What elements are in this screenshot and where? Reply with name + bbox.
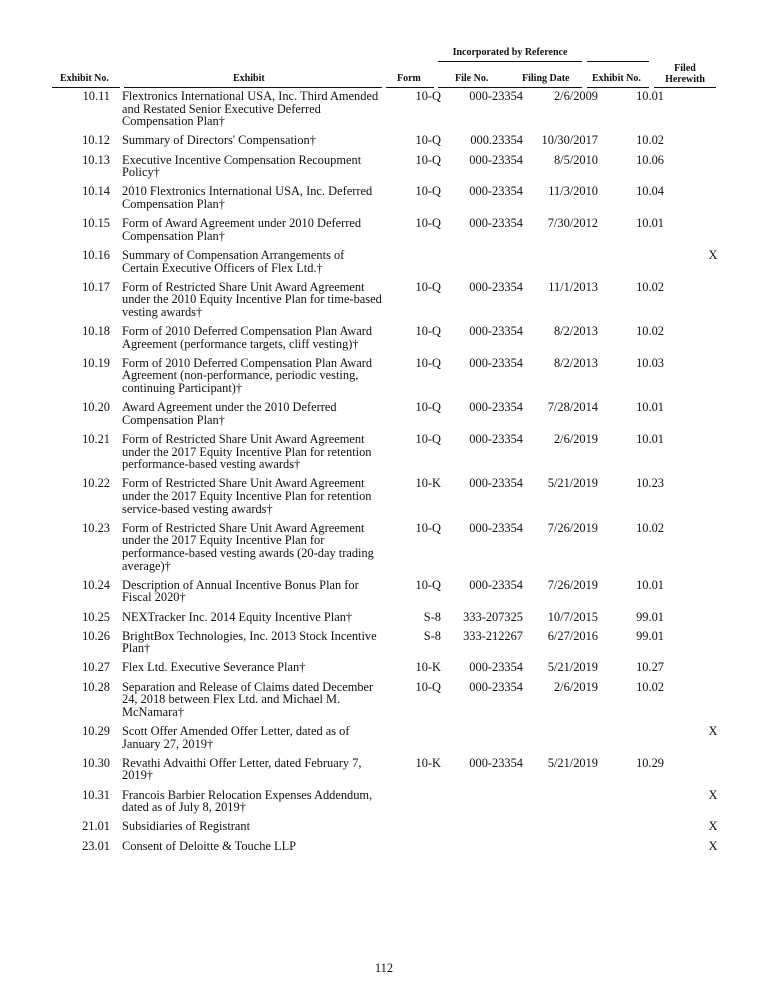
col-header-filed-line2: Herewith (665, 74, 705, 85)
exhibit-ref-number: 10.02 (636, 679, 664, 694)
exhibit-form: 10-Q (415, 279, 441, 294)
col-header-filing-date: Filing Date (522, 73, 570, 84)
exhibit-ref-number: 10.01 (636, 216, 664, 231)
exhibits-table (52, 90, 738, 859)
exhibit-file-no: 000-23354 (469, 279, 523, 294)
exhibit-number: 10.31 (82, 787, 110, 802)
exhibit-filing-date: 2/6/2019 (553, 432, 598, 446)
exhibit-filing-date: 5/21/2019 (547, 660, 598, 675)
header-rule-exhibit-no-ref (587, 87, 649, 88)
exhibit-filed-herewith (674, 217, 738, 249)
exhibit-description: Form of Restricted Share Unit Award Agreement under the 2017 Equity Incentive Plan for retention performance-based vesting awards† (122, 432, 372, 472)
exhibit-filed-herewith (674, 611, 738, 630)
table-row (52, 820, 738, 839)
exhibit-file-no: 000-23354 (469, 216, 523, 231)
exhibit-form (382, 820, 445, 839)
exhibit-ref-number: 10.03 (636, 355, 664, 370)
exhibit-number: 21.01 (82, 819, 110, 834)
exhibit-description: Summary of Directors' Compensation† (122, 133, 316, 148)
exhibit-form: 10-Q (415, 133, 441, 148)
col-header-filed (664, 63, 706, 85)
table-row (52, 217, 738, 249)
incorporated-by-reference-header: Incorporated by Reference (452, 47, 568, 58)
table-row (52, 325, 738, 357)
exhibit-filing-date (523, 725, 600, 757)
exhibit-filing-date (523, 249, 600, 281)
exhibit-file-no: 000-23354 (469, 577, 523, 592)
table-row (52, 185, 738, 217)
exhibit-filing-date: 7/26/2019 (547, 520, 598, 535)
exhibit-filed-herewith (674, 477, 738, 521)
exhibit-form: 10-Q (415, 432, 441, 446)
exhibit-description: Award Agreement under the 2010 Deferred Compensation Plan† (122, 400, 337, 427)
table-row (52, 630, 738, 662)
exhibit-ref-number: 10.01 (636, 400, 664, 415)
exhibit-filing-date: 11/3/2010 (548, 184, 598, 199)
incorporated-rule (438, 61, 582, 62)
exhibit-description: Summary of Compensation Arrangements of Certain Executive Officers of Flex Ltd.† (122, 247, 345, 275)
exhibit-description: Subsidiaries of Registrant (122, 819, 251, 834)
exhibit-file-no: 000-23354 (469, 152, 523, 167)
exhibit-ref-number: 99.01 (636, 628, 664, 643)
exhibit-ref-number: 10.02 (636, 279, 664, 294)
exhibit-ref-number: 10.23 (636, 476, 664, 491)
col-header-exhibit-no: Exhibit No. (60, 73, 109, 84)
table-row (52, 579, 738, 611)
exhibit-filed-herewith: X (708, 838, 718, 853)
exhibit-filing-date: 5/21/2019 (547, 476, 598, 491)
exhibit-file-no: 000-23354 (469, 679, 523, 694)
exhibit-file-no (445, 725, 523, 757)
exhibit-filed-herewith (674, 134, 738, 153)
exhibit-filed-herewith (674, 630, 738, 662)
exhibit-filed-herewith (674, 185, 738, 217)
exhibit-number: 10.27 (82, 660, 110, 675)
table-row (52, 611, 738, 630)
exhibit-file-no (445, 840, 523, 859)
exhibit-filed-herewith (674, 401, 738, 433)
exhibit-form: 10-Q (415, 355, 441, 370)
exhibit-filing-date: 6/27/2016 (547, 628, 598, 643)
exhibit-ref-number: 10.06 (636, 152, 664, 167)
exhibit-filed-herewith (674, 661, 738, 680)
exhibit-number: 10.11 (82, 89, 110, 103)
exhibit-description: Separation and Release of Claims dated December 24, 2018 between Flex Ltd. and Michael M. McNamara† (122, 679, 374, 719)
exhibit-filing-date: 7/30/2012 (547, 216, 598, 231)
exhibit-form: 10-Q (415, 400, 441, 415)
exhibit-form: 10-Q (415, 679, 441, 694)
exhibit-filed-herewith: X (708, 247, 718, 262)
exhibit-ref-number: 10.29 (636, 755, 664, 770)
exhibit-file-no: 000-23354 (469, 89, 523, 103)
exhibit-filing-date: 5/21/2019 (547, 755, 598, 770)
exhibit-number: 10.23 (82, 520, 110, 535)
exhibit-filing-date (523, 820, 600, 839)
exhibit-file-no: 000-23354 (469, 520, 523, 535)
table-row (52, 757, 738, 789)
exhibit-number: 10.29 (82, 724, 110, 739)
exhibit-form (382, 789, 445, 821)
exhibit-filed-herewith (674, 433, 738, 477)
exhibit-filing-date: 2/6/2019 (553, 679, 598, 694)
exhibit-filed-herewith (674, 90, 738, 134)
exhibit-description: NEXTracker Inc. 2014 Equity Incentive Plan† (122, 609, 353, 624)
header-rule-filed (654, 87, 716, 88)
exhibit-number: 10.28 (82, 679, 110, 694)
exhibit-description: 2010 Flextronics International USA, Inc. Deferred Compensation Plan† (122, 184, 373, 211)
exhibit-filed-herewith: X (708, 787, 718, 802)
exhibit-number: 10.18 (82, 324, 110, 339)
exhibit-filed-herewith: X (708, 724, 718, 739)
exhibit-filed-herewith (674, 681, 738, 725)
exhibit-number: 10.24 (82, 577, 110, 592)
exhibit-number: 23.01 (82, 838, 110, 853)
exhibit-filed-herewith: X (708, 819, 718, 834)
incorporated-rule-right (587, 61, 649, 62)
exhibit-description: Scott Offer Amended Offer Letter, dated as of January 27, 2019† (122, 724, 350, 751)
exhibit-description: Description of Annual Incentive Bonus Plan for Fiscal 2020† (122, 577, 359, 605)
exhibit-filed-herewith (674, 325, 738, 357)
exhibit-file-no: 000-23354 (469, 400, 523, 415)
exhibit-description: Flextronics International USA, Inc. Third Amended and Restated Senior Executive Deferred Compensation Plan† (122, 89, 379, 129)
table-row (52, 357, 738, 401)
exhibit-description: Form of 2010 Deferred Compensation Plan Award Agreement (performance targets, cliff vesting)† (122, 324, 373, 351)
exhibit-ref-number (600, 820, 674, 839)
exhibit-file-no: 000-23354 (469, 476, 523, 491)
table-row (52, 725, 738, 757)
exhibit-form: 10-Q (415, 324, 441, 339)
exhibit-ref-number: 10.04 (636, 184, 664, 199)
table-row (52, 154, 738, 186)
table-row (52, 681, 738, 725)
col-header-file-no: File No. (455, 73, 489, 84)
exhibit-description: Revathi Advaithi Offer Letter, dated February 7, 2019† (122, 755, 362, 783)
exhibit-number: 10.25 (82, 609, 110, 624)
exhibit-filing-date: 8/5/2010 (553, 152, 598, 167)
page-number: 112 (374, 961, 394, 975)
exhibit-form: 10-Q (415, 520, 441, 535)
exhibit-form: 10-K (415, 660, 441, 675)
exhibit-file-no: 000-23354 (469, 755, 523, 770)
exhibit-description: Form of Restricted Share Unit Award Agreement under the 2017 Equity Incentive Plan for performance-based vesting awards (20-day trading average)† (122, 520, 374, 573)
exhibit-description: Form of Restricted Share Unit Award Agreement under the 2010 Equity Incentive Plan for time-based vesting awards† (122, 279, 382, 319)
exhibit-number: 10.14 (82, 184, 110, 199)
table-row (52, 401, 738, 433)
exhibit-filing-date: 7/28/2014 (547, 400, 598, 415)
exhibit-ref-number (600, 789, 674, 821)
col-header-form: Form (397, 73, 421, 84)
exhibit-number: 10.12 (82, 133, 110, 148)
exhibit-description: Form of 2010 Deferred Compensation Plan Award Agreement (non-performance, periodic vesting, continuing Participant)† (122, 355, 373, 396)
exhibit-form: 10-K (415, 755, 441, 770)
exhibit-filing-date: 2/6/2009 (553, 89, 598, 103)
exhibit-filing-date: 10/7/2015 (547, 609, 598, 624)
exhibit-description: Flex Ltd. Executive Severance Plan† (122, 660, 306, 675)
exhibit-ref-number (600, 725, 674, 757)
exhibit-filing-date: 11/1/2013 (548, 279, 598, 294)
exhibit-description: BrightBox Technologies, Inc. 2013 Stock Incentive Plan† (122, 628, 377, 656)
exhibit-filed-herewith (674, 579, 738, 611)
table-row (52, 134, 738, 153)
exhibit-file-no (445, 249, 523, 281)
exhibit-ref-number: 10.02 (636, 133, 664, 148)
header-rule-exhibit (124, 87, 382, 88)
exhibit-form: 10-Q (415, 577, 441, 592)
table-row (52, 661, 738, 680)
exhibit-description: Executive Incentive Compensation Recoupment Policy† (122, 152, 362, 180)
table-row (52, 522, 738, 579)
exhibit-form (382, 840, 445, 859)
table-row (52, 433, 738, 477)
exhibit-ref-number: 10.02 (636, 520, 664, 535)
exhibit-file-no: 000.23354 (470, 133, 523, 148)
exhibit-ref-number: 10.01 (636, 432, 664, 446)
table-row (52, 477, 738, 521)
exhibit-filed-herewith (674, 522, 738, 579)
exhibit-form: S-8 (423, 609, 441, 624)
table-row (52, 90, 738, 134)
exhibit-file-no: 000-23354 (469, 660, 523, 675)
exhibit-filing-date: 7/26/2019 (547, 577, 598, 592)
exhibit-form: 10-Q (415, 89, 441, 103)
exhibit-form: 10-Q (415, 184, 441, 199)
table-row (52, 789, 738, 821)
col-header-filed-line1: Filed (674, 63, 696, 74)
col-header-exhibit: Exhibit (233, 73, 265, 84)
exhibit-number: 10.22 (82, 476, 110, 491)
exhibit-ref-number (600, 840, 674, 859)
exhibit-form (382, 249, 445, 281)
exhibit-file-no: 000-23354 (469, 324, 523, 339)
exhibit-number: 10.16 (82, 247, 110, 262)
exhibit-filed-herewith (674, 281, 738, 325)
exhibit-filing-date: 8/2/2013 (553, 355, 598, 370)
exhibit-ref-number (600, 249, 674, 281)
exhibit-form: 10-Q (415, 216, 441, 231)
exhibit-ref-number: 10.02 (636, 324, 664, 339)
exhibit-file-no: 000-23354 (469, 432, 523, 446)
exhibit-number: 10.13 (82, 152, 110, 167)
exhibit-filing-date: 8/2/2013 (553, 324, 598, 339)
exhibit-description: Francois Barbier Relocation Expenses Addendum, dated as of July 8, 2019† (122, 787, 373, 815)
exhibit-ref-number: 10.27 (636, 660, 664, 675)
exhibit-ref-number: 10.01 (636, 89, 664, 103)
exhibit-number: 10.19 (82, 355, 110, 370)
exhibit-number: 10.30 (82, 755, 110, 770)
exhibit-number: 10.21 (82, 432, 110, 446)
exhibit-description: Form of Award Agreement under 2010 Deferred Compensation Plan† (122, 216, 362, 243)
header-rule-exhibit-no (52, 87, 120, 88)
exhibit-number: 10.20 (82, 400, 110, 415)
exhibit-filing-date (523, 789, 600, 821)
exhibit-form (382, 725, 445, 757)
exhibit-description: Form of Restricted Share Unit Award Agreement under the 2017 Equity Incentive Plan for retention service-based vesting awards† (122, 476, 372, 516)
exhibit-filed-herewith (674, 357, 738, 401)
exhibit-filing-date: 10/30/2017 (541, 133, 598, 148)
exhibit-file-no: 000-23354 (469, 184, 523, 199)
header-rule-form (386, 87, 434, 88)
table-row (52, 281, 738, 325)
exhibit-form: 10-K (415, 476, 441, 491)
exhibit-filing-date (523, 840, 600, 859)
exhibit-file-no (445, 789, 523, 821)
exhibit-ref-number: 99.01 (636, 609, 664, 624)
exhibit-form: 10-Q (415, 152, 441, 167)
header-rule-reference (438, 87, 582, 88)
exhibit-ref-number: 10.01 (636, 577, 664, 592)
exhibit-file-no (445, 820, 523, 839)
exhibit-filed-herewith (674, 154, 738, 186)
exhibit-file-no: 000-23354 (469, 355, 523, 370)
table-row (52, 249, 738, 281)
col-header-exhibit-no-ref: Exhibit No. (592, 73, 641, 84)
exhibit-file-no: 333-207325 (463, 609, 523, 624)
exhibit-number: 10.26 (82, 628, 110, 643)
exhibit-form: S-8 (423, 628, 441, 643)
exhibit-description: Consent of Deloitte & Touche LLP (122, 838, 297, 853)
exhibit-number: 10.17 (82, 279, 110, 294)
exhibit-filed-herewith (674, 757, 738, 789)
exhibit-number: 10.15 (82, 216, 110, 231)
table-row (52, 840, 738, 859)
exhibit-file-no: 333-212267 (463, 628, 523, 643)
